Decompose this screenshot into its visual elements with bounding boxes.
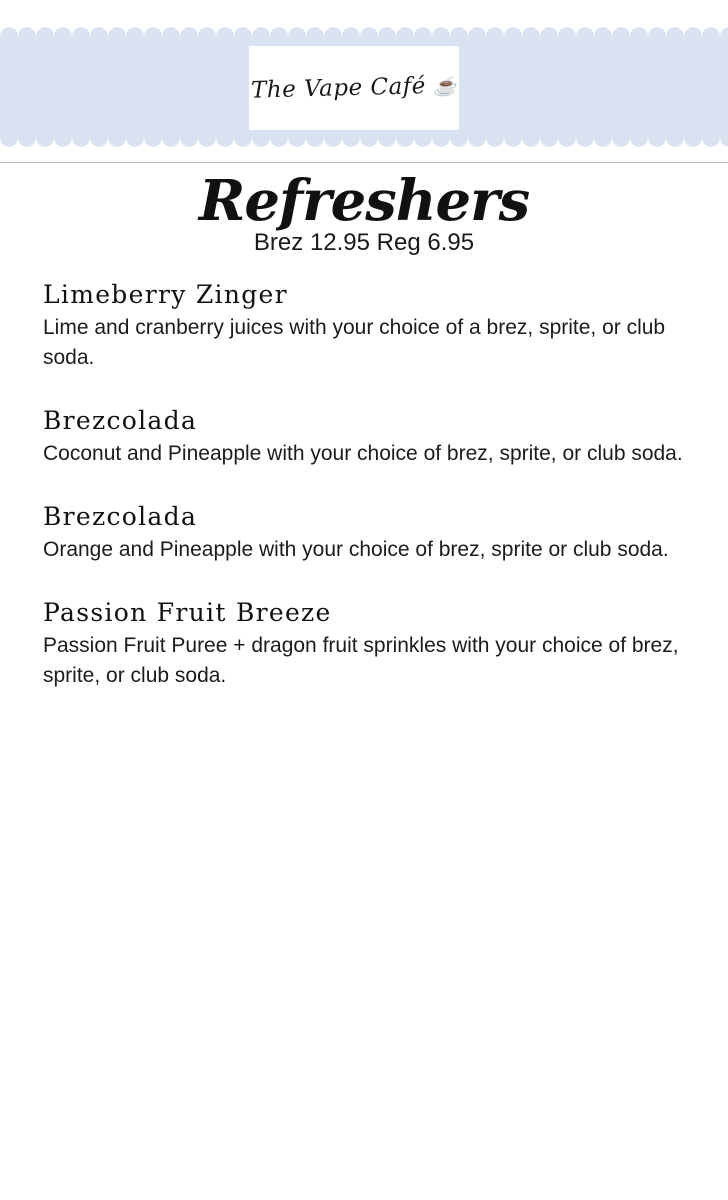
menu-item-description: Lime and cranberry juices with your choice of a brez, sprite, or club soda. [43,316,666,369]
menu-item [43,278,691,373]
page-title: Refreshers [198,168,530,234]
scallop-edge-bottom [0,129,728,147]
menu-item-name: Brezcolada [43,502,198,531]
menu-item [43,500,691,565]
menu-item-name: Brezcolada [43,406,198,435]
menu-item [43,404,691,469]
menu-item [43,596,691,691]
menu-items-list [43,278,691,722]
menu-item-name: Limeberry Zinger [43,280,288,309]
coffee-cup-icon: ☕ [432,75,458,98]
menu-item-description: Orange and Pineapple with your choice of brez, sprite or club soda. [43,538,669,561]
scallop-edge-top [0,27,728,45]
menu-item-name: Passion Fruit Breeze [43,598,332,627]
logo-wordmark [251,72,458,103]
pricing-line: Brez 12.95 Reg 6.95 [253,229,475,256]
menu-item-description: Coconut and Pineapple with your choice of brez, sprite, or club soda. [43,442,683,465]
logo-box [249,46,459,130]
logo-name: The Vape Café [250,73,427,104]
menu-item-description: Passion Fruit Puree + dragon fruit sprinkles with your choice of brez, sprite, or club soda. [43,634,679,687]
header-divider [0,162,728,163]
